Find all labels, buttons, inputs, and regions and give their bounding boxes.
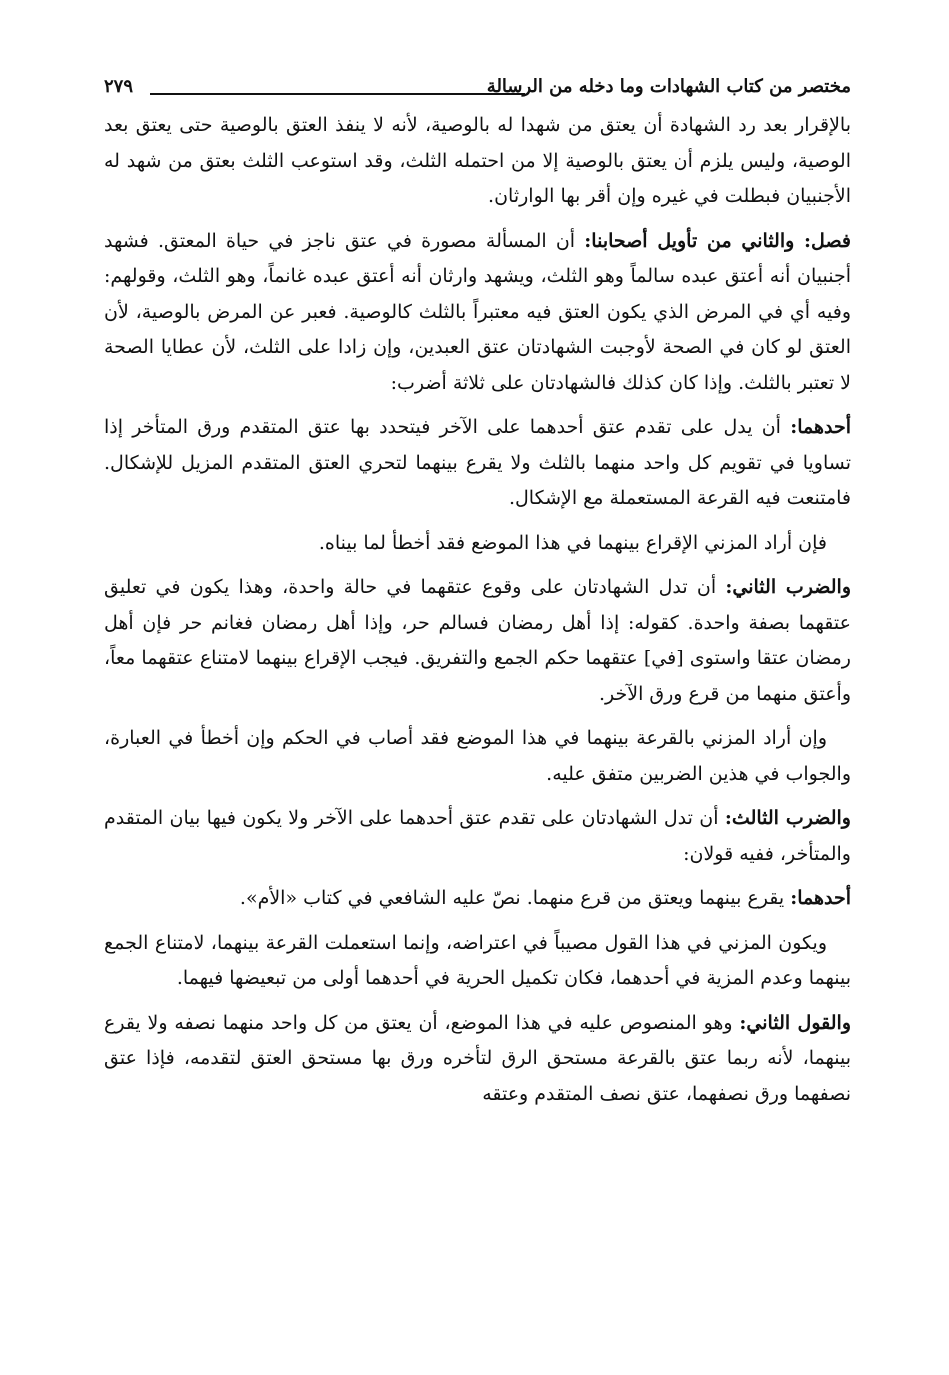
paragraph: فصل: والثاني من تأويل أصحابنا: أن المسألة مصورة في عتق ناجز في حياة المعتق. فشهد أجنبيان أنه أعتق عبده سالماً وهو الثلث، ويشهد وارثان أنه أعتق عبده غانماً، وهو الثلث، وقولهم: وفيه أي في المرض الذي يكون العتق فيه معتبراً بالثلث كالوصية. فعبر عن المرض بالوصية، لأن العتق لو كان في الصحة لأوجبت الشهادتان عتق العبدين، وإن زادا على الثلث، لأن عطايا الصحة لا تعتبر بالثلث. وإذا كان كذلك فالشهادتان على ثلاثة أضرب:	[104, 229, 852, 394]
paragraph-label: فصل: والثاني من تأويل أصحابنا:	[584, 229, 852, 252]
header-rule	[150, 93, 525, 95]
paragraph: أحدهما: أن يدل على تقدم عتق أحدهما على الآخر فيتحدد بها عتق المتقدم ورق المتأخر إذا تساويا في تقويم كل واحد منهما بالثلث ولا يقرع بينهما لتحري العتق المتقدم المزيل للإشكال. فامتنعت فيه القرعة المستعملة مع الإشكال.	[104, 416, 851, 509]
page-number: ٢٧٩	[104, 76, 134, 97]
paragraph: والضرب الثالث: أن تدل الشهادتان على تقدم عتق أحدهما على الآخر ولا يكون فيها بيان المتقدم والمتأخر، ففيه قولان:	[104, 807, 851, 865]
paragraph: فإن أراد المزني الإقراع بينهما في هذا الموضع فقد أخطأ لما بيناه.	[318, 531, 827, 554]
paragraph-label: والقول الثاني:	[739, 1011, 851, 1034]
paragraph-label: والضرب الثاني:	[725, 576, 851, 598]
paragraph: والقول الثاني: وهو المنصوص عليه في هذا الموضع، أن يعتق من كل واحد منهما نصفه ولا يقرع بينهما، لأنه ربما عتق بالقرعة مستحق الرق لتأخره ورق بها مستحق العتق لتقدمه، فإذا عتق نصفهما ورق نصفهما، عتق نصف المتقدم وعتقه	[104, 1011, 851, 1105]
paragraph: وإن أراد المزني بالقرعة بينهما في هذا الموضع فقد أصاب في الحكم وإن أخطأ في العبارة، والجواب في هذين الضربين متفق عليه.	[104, 727, 851, 785]
paragraph: بالإقرار بعد رد الشهادة أن يعتق من شهدا له بالوصية، لأنه لا ينفذ العتق بالوصية حتى يعتق بعد الوصية، وليس يلزم أن يعتق بالوصية إلا من احتمله الثلث، وقد استوعب الثلث بعتق من شهد له الأجنبيان فبطلت في غيره وإن أقر بها الوارثان.	[104, 114, 851, 207]
paragraph: والضرب الثاني: أن تدل الشهادتان على وقوع عتقهما في حالة واحدة، وهذا يكون في تعليق عتقهما بصفة واحدة. كقوله: إذا أهل رمضان فسالم حر، وإذا أهل رمضان فغانم حر فإن أهل رمضان عتقا واستوى [في] عتقهما حكم الجمع والتفريق. فيجب الإقراع بينهما لامتناع عتقهما معاً، وأعتق منهما من قرع ورق الآخر.	[104, 576, 851, 705]
paragraph-label: أحدهما:	[790, 887, 851, 909]
paragraph-label: أحدهما:	[790, 416, 851, 438]
paragraph-label: والضرب الثالث:	[724, 807, 851, 829]
paragraph: أحدهما: يقرع بينهما ويعتق من قرع منهما. نصّ عليه الشافعي في كتاب «الأم».	[239, 887, 851, 909]
paragraph: ويكون المزني في هذا القول مصيباً في اعتراضه، وإنما استعملت القرعة بينهما، لامتناع الجمع بينهما وعدم المزية في أحدهما، فكان تكميل الحرية في أحدهما أولى من تبعيضها فيهما.	[104, 931, 851, 989]
book-page	[104, 74, 851, 1121]
header-title: مختصر من كتاب الشهادات وما دخله من الرسالة	[486, 76, 851, 97]
running-header	[104, 74, 851, 108]
